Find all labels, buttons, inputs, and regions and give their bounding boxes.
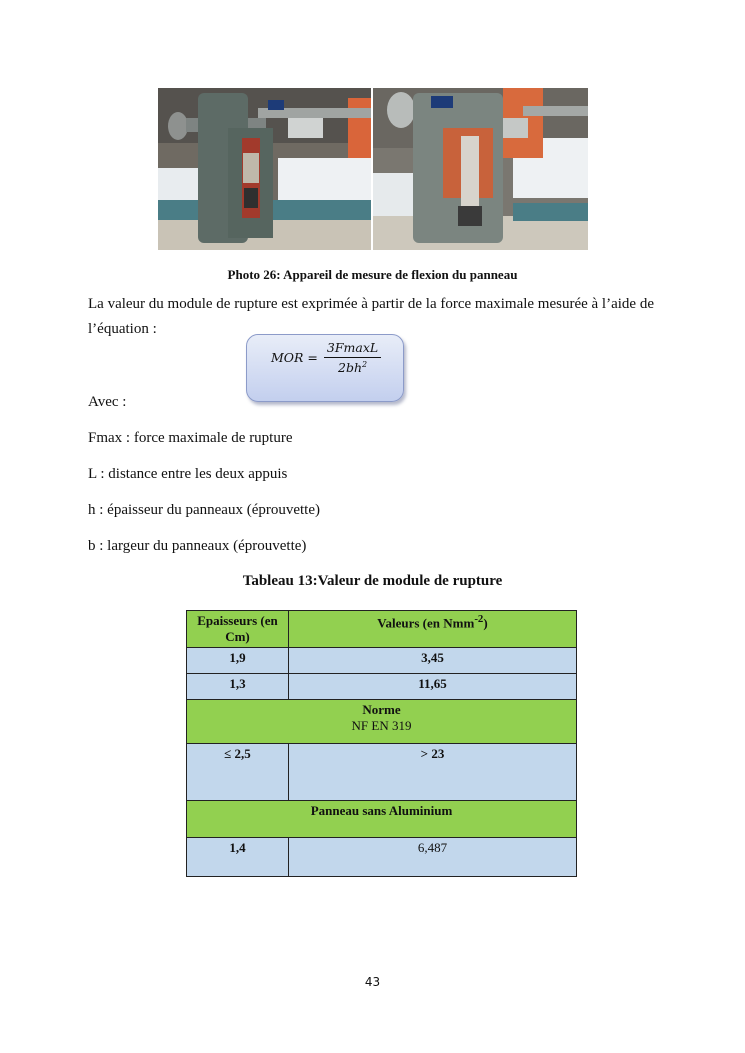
formula-denominator: 2bh — [338, 360, 363, 376]
thickness-cell: 1,9 — [187, 648, 289, 674]
thickness-cell: 1,3 — [187, 674, 289, 700]
definition-b: b : largeur du panneaux (éprouvette) — [88, 538, 307, 554]
intro-line-1: La valeur du module de rupture est exprimée à partir de la force maximale mesurée à l’aide de — [88, 296, 654, 312]
last-thickness-cell: 1,4 — [187, 838, 289, 877]
photo-caption: Photo 26: Appareil de mesure de flexion du panneau — [227, 267, 518, 282]
norme-values-row — [187, 744, 577, 801]
value-cell: 11,65 — [289, 674, 577, 700]
formula-numerator: 3FmaxL — [324, 340, 381, 358]
table-row — [187, 648, 577, 674]
photo-flexion-left — [158, 88, 371, 250]
header-values-prefix: Valeurs (en Nmm — [377, 615, 475, 631]
section-label: Panneau sans Aluminium — [187, 801, 577, 838]
norme-code: NF EN 319 — [351, 718, 412, 733]
table-header-row — [187, 611, 577, 648]
header-thickness: Epaisseurs (en Cm) — [187, 611, 289, 648]
value-cell: 3,45 — [289, 648, 577, 674]
section-row — [187, 801, 577, 838]
definition-h: h : épaisseur du panneaux (éprouvette) — [88, 502, 320, 518]
intro-line-2: l’équation : — [88, 321, 157, 337]
formula-lhs: MOR = — [271, 350, 318, 366]
last-value-cell: 6,487 — [289, 838, 577, 877]
norme-row — [187, 700, 577, 744]
page-number: 43 — [364, 975, 381, 989]
definition-l: L : distance entre les deux appuis — [88, 466, 288, 482]
avec-label: Avec : — [88, 394, 127, 410]
header-values-sup: -2 — [474, 613, 484, 625]
definition-fmax: Fmax : force maximale de rupture — [88, 430, 293, 446]
formula-fraction — [324, 340, 381, 375]
norme-label: Norme — [362, 702, 401, 717]
header-values — [289, 611, 577, 648]
norme-thickness-cell: ≤ 2,5 — [187, 744, 289, 801]
formula-exponent: 2 — [362, 360, 368, 369]
norme-value-cell: > 23 — [289, 744, 577, 801]
mor-formula — [271, 340, 381, 375]
rupture-table — [186, 610, 577, 877]
table-row — [187, 838, 577, 877]
header-values-suffix: ) — [483, 615, 488, 631]
table-row — [187, 674, 577, 700]
formula-denominator-wrap — [338, 358, 367, 375]
norme-cell — [187, 700, 577, 744]
table-title: Tableau 13:Valeur de module de rupture — [242, 573, 503, 589]
photo-flexion-right — [373, 88, 588, 250]
